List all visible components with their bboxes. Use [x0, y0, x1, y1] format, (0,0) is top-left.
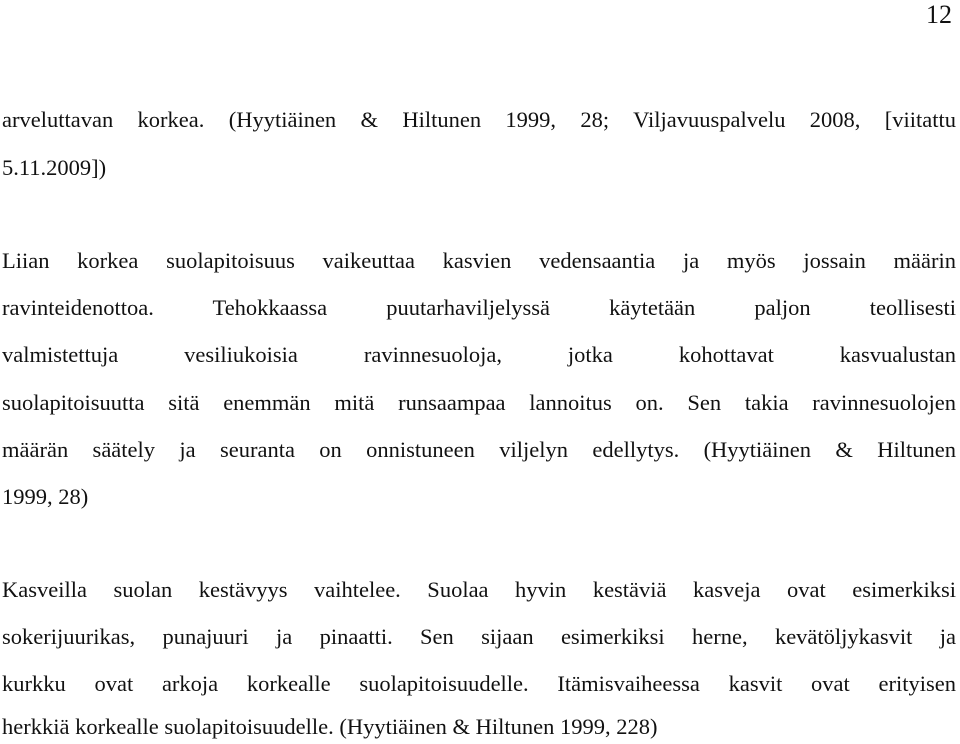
paragraph-line: arveluttavan korkea. (Hyytiäinen & Hiltunen 1999, 28; Viljavuuspalvelu 2008, [viitattu [2, 107, 956, 132]
paragraph-line: suolapitoisuutta sitä enemmän mitä runsaampaa lannoitus on. Sen takia ravinnesuolojen [2, 390, 956, 415]
paragraph-line: Kasveilla suolan kestävyys vaihtelee. Suolaa hyvin kestäviä kasveja ovat esimerkiksi [2, 577, 956, 602]
paragraph-line: Liian korkea suolapitoisuus vaikeuttaa kasvien vedensaantia ja myös jossain määrin [2, 248, 956, 273]
paragraph-line: sokerijuurikas, punajuuri ja pinaatti. Sen sijaan esimerkiksi herne, kevätöljykasvit ja [2, 624, 956, 649]
page-number: 12 [926, 0, 952, 29]
paragraph-line: määrän säätely ja seuranta on onnistuneen viljelyn edellytys. (Hyytiäinen & Hiltunen [2, 437, 956, 462]
paragraph-line: herkkiä korkealle suolapitoisuudelle. (Hyytiäinen & Hiltunen 1999, 228) [2, 714, 658, 739]
paragraph-line: valmistettuja vesiliukoisia ravinnesuoloja, jotka kohottavat kasvualustan [2, 342, 956, 367]
paragraph-line: ravinteidenottoa. Tehokkaassa puutarhaviljelyssä käytetään paljon teollisesti [2, 295, 956, 320]
paragraph-line: 5.11.2009]) [2, 155, 107, 180]
paragraph-line: 1999, 28) [2, 484, 89, 509]
paragraph-line: kurkku ovat arkoja korkealle suolapitoisuudelle. Itämisvaiheessa kasvit ovat erityisen [2, 671, 956, 696]
